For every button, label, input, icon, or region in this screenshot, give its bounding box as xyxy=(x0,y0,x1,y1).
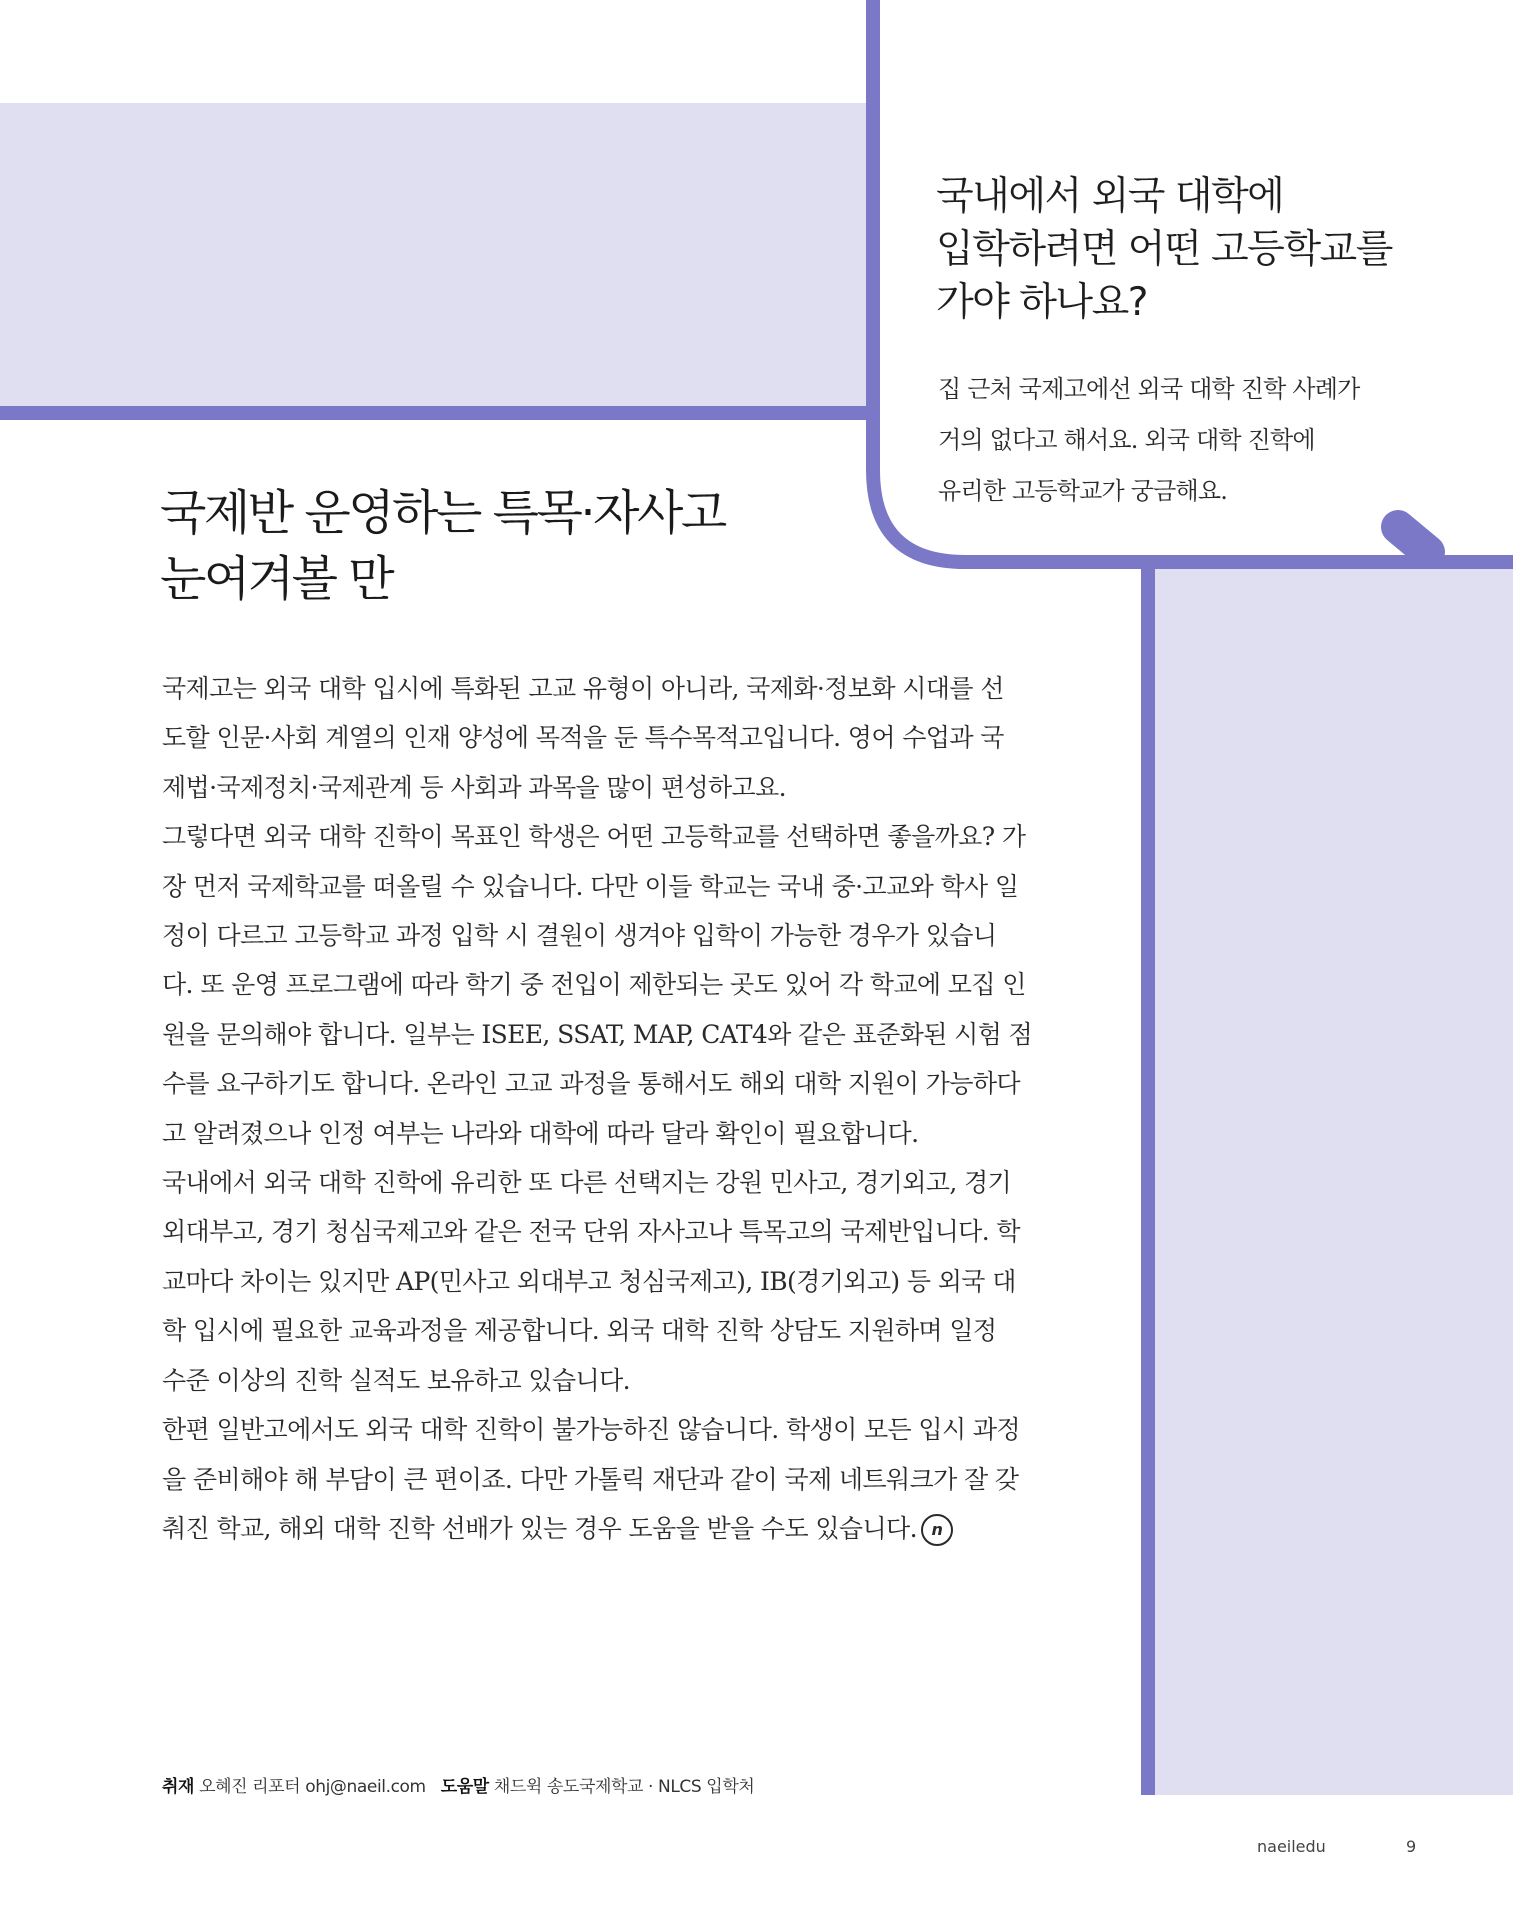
article-body-line: 을 준비해야 해 부담이 큰 편이죠. 다만 가톨릭 재단과 같이 국제 네트워크가 잘 갖 xyxy=(162,1464,1019,1494)
question-title xyxy=(936,170,1456,329)
end-mark-icon: n xyxy=(921,1514,953,1546)
credits-reporting-label: 취재 xyxy=(162,1777,195,1797)
article-body-line-text: 춰진 학교, 해외 대학 진학 선배가 있는 경우 도움을 받을 수도 있습니다. xyxy=(162,1513,917,1543)
credits-help-label: 도움말 xyxy=(440,1777,489,1797)
footer-brand: naeiledu xyxy=(1257,1837,1326,1856)
article-body-last-line xyxy=(162,1504,1082,1553)
article-body-line: 다. 또 운영 프로그램에 따라 학기 중 전입이 제한되는 곳도 있어 각 학교에 모집 인 xyxy=(162,970,1026,1000)
credits-help-text: 채드윅 송도국제학교 · NLCS 입학처 xyxy=(493,1777,755,1797)
article-body-line: 도할 인문·사회 계열의 인재 양성에 목적을 둔 특수목적고입니다. 영어 수업과 국 xyxy=(162,723,1004,753)
article-title-line: 국제반 운영하는 특목·자사고 xyxy=(160,485,725,541)
frame-line-horizontal-left xyxy=(0,406,866,420)
credits xyxy=(162,1772,754,1797)
article-body-line: 수준 이상의 진학 실적도 보유하고 있습니다. xyxy=(162,1365,630,1395)
article-body-line: 한편 일반고에서도 외국 대학 진학이 불가능하진 않습니다. 학생이 모든 입시 과정 xyxy=(162,1415,1020,1445)
article-body-line: 국내에서 외국 대학 진학에 유리한 또 다른 선택지는 강원 민사고, 경기외고, 경기 xyxy=(162,1168,1012,1198)
frame-line-vertical-right xyxy=(1141,555,1155,1795)
credits-reporting-text: 오혜진 리포터 ohj@naeil.com xyxy=(199,1777,426,1797)
article-body-line: 제법·국제정치·국제관계 등 사회과 과목을 많이 편성하고요. xyxy=(162,772,786,802)
question-body-line: 유리한 고등학교가 궁금해요. xyxy=(938,477,1228,505)
article-body-line: 장 먼저 국제학교를 떠올릴 수 있습니다. 다만 이들 학교는 국내 중·고교와 학사 일 xyxy=(162,871,1019,901)
question-title-line: 국내에서 외국 대학에 xyxy=(936,174,1284,219)
capsule-accent xyxy=(1398,527,1428,552)
article-body-line: 정이 다르고 고등학교 과정 입학 시 결원이 생겨야 입학이 가능한 경우가 있습니 xyxy=(162,921,997,951)
article-body-line: 교마다 차이는 있지만 AP(민사고 외대부고 청심국제고), IB(경기외고) 등 외국 대 xyxy=(162,1266,1016,1296)
article-body-line: 국제고는 외국 대학 입시에 특화된 고교 유형이 아니라, 국제화·정보화 시대를 선 xyxy=(162,674,1004,703)
question-title-line: 가야 하나요? xyxy=(936,280,1147,325)
article-body-line: 학 입시에 필요한 교육과정을 제공합니다. 외국 대학 진학 상담도 지원하며 일정 xyxy=(162,1316,997,1346)
article-title-line: 눈여겨볼 만 xyxy=(160,551,393,607)
article-body xyxy=(162,664,1082,1553)
article-body-line: 외대부고, 경기 청심국제고와 같은 전국 단위 자사고나 특목고의 국제반입니다. 학 xyxy=(162,1217,1020,1247)
article-body-line: 고 알려졌으나 인정 여부는 나라와 대학에 따라 달라 확인이 필요합니다. xyxy=(162,1118,919,1148)
question-body xyxy=(938,364,1458,517)
frame-line-vertical-top xyxy=(866,0,880,470)
page-number: 9 xyxy=(1406,1837,1417,1856)
question-body-line: 집 근처 국제고에선 외국 대학 진학 사례가 xyxy=(938,375,1360,403)
article-title xyxy=(160,480,860,612)
article-body-line: 수를 요구하기도 합니다. 온라인 고교 과정을 통해서도 해외 대학 지원이 가능하다 xyxy=(162,1069,1020,1099)
article-body-line: 그렇다면 외국 대학 진학이 목표인 학생은 어떤 고등학교를 선택하면 좋을까요? 가 xyxy=(162,822,1026,852)
question-body-line: 거의 없다고 해서요. 외국 대학 진학에 xyxy=(938,426,1315,454)
article-body-line: 원을 문의해야 합니다. 일부는 ISEE, SSAT, MAP, CAT4와 같은 표준화된 시험 점 xyxy=(162,1019,1033,1049)
question-title-line: 입학하려면 어떤 고등학교를 xyxy=(936,227,1392,272)
